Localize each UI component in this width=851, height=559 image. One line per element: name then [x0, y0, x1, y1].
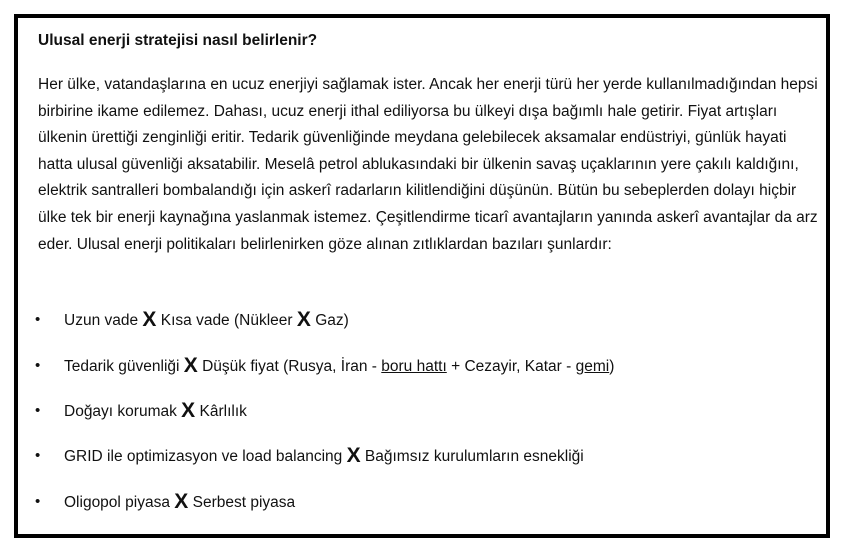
versus-x-icon: X: [346, 444, 361, 467]
versus-x-icon: X: [142, 308, 157, 331]
item-close: ): [609, 358, 615, 375]
item-right: Bağımsız kurulumların esnekliği: [364, 448, 584, 465]
section-heading: Ulusal enerji stratejisi nasıl belirlenir?: [38, 32, 318, 49]
bullet-icon: •: [35, 493, 41, 510]
list-item: [35, 444, 584, 468]
versus-x-icon: X: [174, 490, 189, 513]
item-right: Düşük fiyat (Rusya, İran -: [202, 358, 377, 375]
item-right: Kârlılık: [199, 403, 247, 420]
item-left: Uzun vade: [64, 312, 139, 329]
item-left: Tedarik güvenliği: [64, 358, 180, 375]
item-left: Oligopol piyasa: [64, 494, 170, 511]
list-item: [35, 490, 296, 514]
item-right-2: Gaz): [315, 312, 349, 329]
bullet-icon: •: [35, 447, 41, 464]
item-left: GRID ile optimizasyon ve load balancing: [64, 448, 343, 465]
bullet-icon: •: [35, 402, 41, 419]
versus-x-icon: X: [183, 354, 198, 377]
list-item: [35, 308, 349, 332]
underlined-term-boru-hatti: boru hattı: [381, 358, 447, 375]
list-item: [35, 399, 247, 423]
list-item: [35, 354, 615, 378]
document-frame: [14, 14, 830, 538]
bullet-icon: •: [35, 357, 41, 374]
bullet-icon: •: [35, 311, 41, 328]
item-right: Serbest piyasa: [192, 494, 296, 511]
body-paragraph: Her ülke, vatandaşlarına en ucuz enerjiyi sağlamak ister. Ancak her enerji türü her yerde kullanılmadığından hepsi birbirine ikame edilemez. Dahası, ucuz enerji ithal ediliyorsa bu ülkeyi dışa bağımlı hale getirir. Fiyat artışları ülkenin ürettiği zenginliği eritir. Tedarik güvenliğinde meydana gelebilecek aksamalar endüstriyi, günlük hayati hatta ulusal güvenliği aksatabilir. Meselâ petrol ablukasındaki bir ülkenin savaş uçaklarının yere çakılı kaldığını, elektrik santralleri bombalandığı için askerî radarların kilitlendiğini düşünün. Bütün bu sebeplerden dolayı hiçbir ülke tek bir enerji kaynağına yaslanmak istemez. Çeşitlendirme ticarî avantajların yanında askerî avantajlar da arz eder. Ulusal enerji politikaları belirlenirken göze alınan zıtlıklardan bazıları şunlardır:: [38, 76, 818, 253]
item-mid: + Cezayir, Katar -: [451, 358, 572, 375]
versus-x-icon: X: [296, 308, 311, 331]
versus-x-icon: X: [181, 399, 196, 422]
underlined-term-gemi: gemi: [575, 358, 610, 375]
item-right: Kısa vade (Nükleer: [160, 312, 293, 329]
item-left: Doğayı korumak: [64, 403, 177, 420]
